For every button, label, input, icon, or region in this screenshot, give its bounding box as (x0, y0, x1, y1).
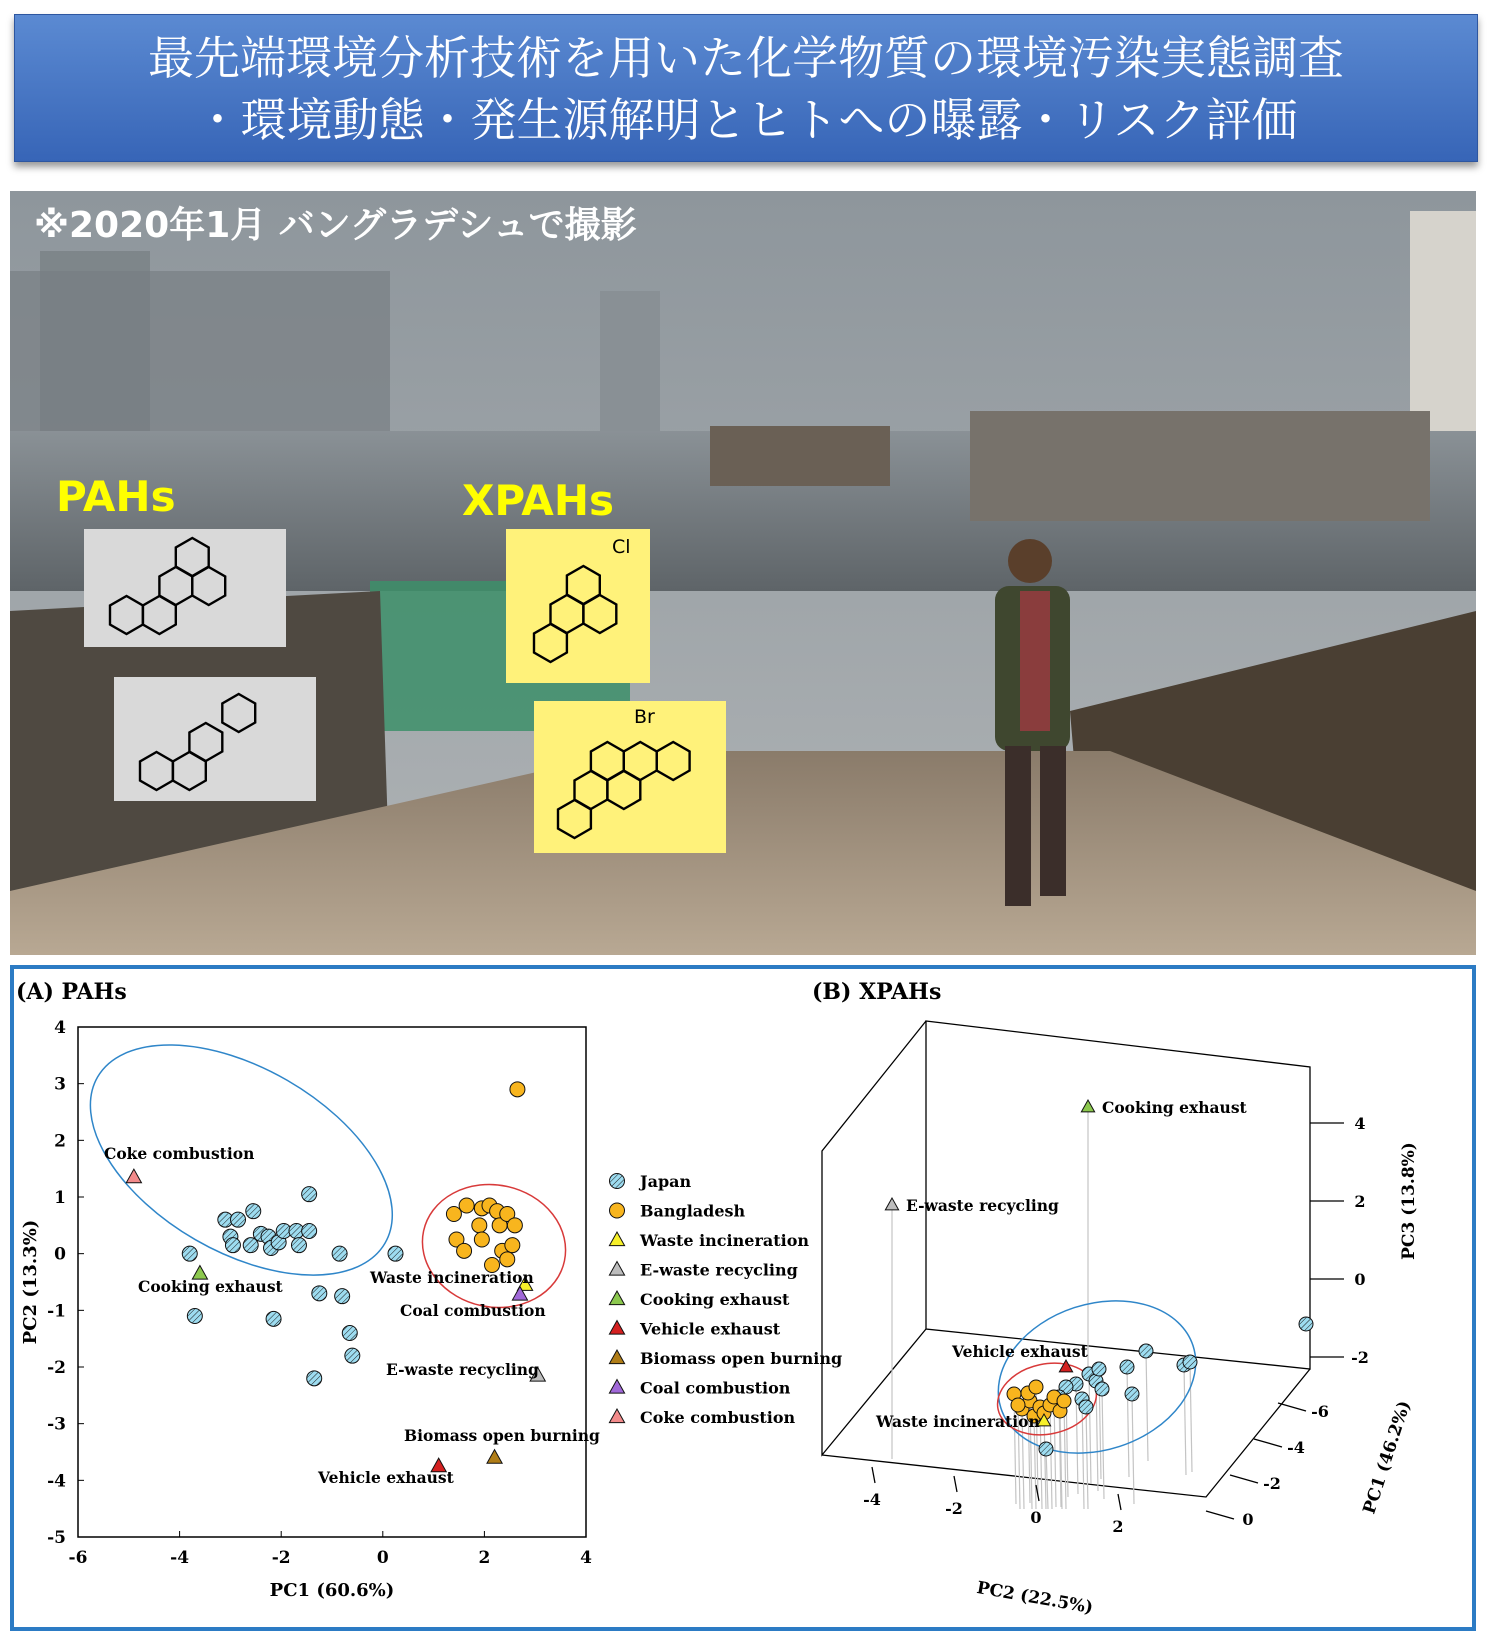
legend-marker (609, 1232, 624, 1246)
chart-b-annotation: Vehicle exhaust (952, 1342, 1088, 1361)
legend-marker (609, 1262, 624, 1276)
drop-line (1127, 1367, 1129, 1477)
legend-label: Biomass open burning (640, 1349, 843, 1368)
x-tick-label: 0 (1030, 1508, 1042, 1527)
y-tick (1230, 1475, 1258, 1483)
legend-label: Coal combustion (640, 1378, 791, 1398)
chart-a-annotation: Waste incineration (370, 1268, 534, 1287)
japan-point (1079, 1400, 1093, 1414)
skyline-building (40, 251, 150, 441)
y-tick-label: -2 (47, 1358, 66, 1378)
bangladesh-point (510, 1082, 525, 1097)
x-tick-label: -4 (170, 1548, 190, 1568)
bromine-label: Br (634, 706, 655, 728)
chart-b-plot (822, 1021, 1419, 1618)
chart-a-annotation: Coke combustion (104, 1144, 255, 1163)
chart-a-ylabel: PC2 (13.3%) (20, 1219, 41, 1345)
source-marker-coke-combustion (126, 1169, 141, 1183)
photo-scene (10, 191, 1476, 955)
chart-a-plot (20, 997, 600, 1601)
legend-label: Japan (640, 1172, 692, 1191)
chart-a-title: (A) PAHs (16, 979, 127, 1005)
legend-marker (609, 1350, 624, 1364)
bangladesh-point (500, 1252, 515, 1267)
y-tick-label: -4 (1287, 1438, 1305, 1457)
drop-line (1089, 1374, 1091, 1484)
ferries (970, 411, 1430, 521)
japan-point (225, 1238, 240, 1253)
y-tick-label: -1 (47, 1301, 66, 1322)
x-tick-label: 2 (478, 1548, 491, 1568)
japan-point (335, 1289, 350, 1304)
japan-point (345, 1348, 360, 1363)
japan-point (307, 1371, 322, 1386)
chart-b-xlabel: PC2 (22.5%) (975, 1578, 1095, 1619)
legend-label: Cooking exhaust (640, 1290, 790, 1309)
z-tick-label: 0 (1354, 1270, 1366, 1289)
y-tick-label: -3 (47, 1414, 66, 1435)
x-tick (954, 1476, 957, 1492)
y-tick-label: 0 (1242, 1510, 1254, 1529)
japan-point (231, 1212, 246, 1227)
chlorine-label: Cl (612, 536, 631, 558)
y-tick-label: -2 (1263, 1474, 1281, 1493)
pca-chart-panel (10, 965, 1476, 1631)
legend-marker (610, 1203, 625, 1218)
x-tick-label: -6 (68, 1548, 88, 1568)
japan-point (1183, 1355, 1197, 1369)
japan-point (246, 1204, 261, 1219)
y-tick (1254, 1439, 1282, 1447)
legend-label: E-waste recycling (640, 1260, 798, 1280)
japan-point (1299, 1317, 1313, 1331)
bangladesh-point (1011, 1398, 1025, 1412)
y-tick-label: -5 (47, 1528, 66, 1548)
bangladesh-point (472, 1218, 487, 1233)
legend-marker (610, 1174, 625, 1189)
japan-point (266, 1311, 281, 1326)
chart-b-ylabel: PC1 (46.2%) (1359, 1398, 1415, 1517)
y-tick-label: -4 (47, 1471, 66, 1492)
title-banner (14, 14, 1478, 162)
chart-b-annotation: Cooking exhaust (1102, 1098, 1247, 1117)
x-tick-label: -2 (945, 1499, 963, 1518)
chart-b-title: (B) XPAHs (812, 979, 942, 1005)
chart-a-annotation: Biomass open burning (404, 1426, 600, 1445)
x-tick-label: -4 (863, 1490, 881, 1509)
x-tick-label: 2 (1112, 1517, 1124, 1536)
legend-label: Bangladesh (640, 1201, 746, 1221)
x-tick-label: 0 (376, 1548, 389, 1568)
bangladesh-point (446, 1207, 461, 1222)
japan-point (342, 1326, 357, 1341)
source-marker-cooking-exhaust (1081, 1100, 1094, 1112)
boat (710, 426, 890, 486)
chart-a-annotation: Cooking exhaust (138, 1277, 283, 1296)
photo-caption: ※2020年1月 バングラデシュで撮影 (34, 205, 637, 246)
pca-charts (14, 969, 1472, 1627)
legend-marker (609, 1380, 624, 1394)
bangladesh-ellipse (411, 1171, 577, 1320)
y-tick (1278, 1403, 1306, 1411)
legend-label: Vehicle exhaust (640, 1319, 781, 1339)
banner-title-line-1: 最先端環境分析技術を用いた化学物質の環境汚染実態調査 (148, 31, 1344, 85)
chart-a-annotation: E-waste recycling (386, 1360, 539, 1379)
bangladesh-point (474, 1232, 489, 1247)
drop-line (1050, 1405, 1052, 1509)
y-tick-label: 4 (54, 1018, 66, 1038)
y-tick-label: 3 (54, 1074, 66, 1095)
source-marker-e-waste-recycling (885, 1198, 898, 1210)
x-tick (872, 1467, 875, 1483)
japan-point (302, 1187, 317, 1202)
bangladesh-point (457, 1243, 472, 1258)
y-tick-label: 0 (54, 1244, 66, 1265)
chart-b-side-wall (822, 1021, 926, 1455)
drop-line (1146, 1351, 1148, 1461)
chart-b-zlabel: PC3 (13.8%) (1399, 1142, 1419, 1260)
japan-point (1120, 1360, 1134, 1374)
chart-a-annotation: Coal combustion (400, 1301, 546, 1320)
japan-point (1125, 1387, 1139, 1401)
xpahs-label: XPAHs (462, 476, 614, 525)
legend (609, 1172, 842, 1427)
photo-bangladesh-riverside (10, 191, 1476, 955)
x-tick (1118, 1494, 1121, 1510)
japan-point (1039, 1442, 1053, 1456)
drop-line (1102, 1389, 1104, 1499)
drop-line (1184, 1365, 1186, 1475)
tower-right (1410, 211, 1476, 441)
drop-line (1086, 1407, 1088, 1509)
legend-label: Coke combustion (640, 1408, 796, 1427)
chart-b-back-wall (926, 1021, 1310, 1369)
chart-a-annotation: Vehicle exhaust (318, 1468, 454, 1487)
drop-line (1044, 1413, 1046, 1509)
bangladesh-point (1029, 1380, 1043, 1394)
japan-point (187, 1309, 202, 1324)
skyline-building (600, 291, 660, 441)
japan-point (312, 1286, 327, 1301)
bangladesh-point (459, 1198, 474, 1213)
x-tick-label: -2 (271, 1548, 291, 1568)
drop-line (1064, 1401, 1066, 1509)
bangladesh-point (1057, 1394, 1071, 1408)
bangladesh-point (507, 1218, 522, 1233)
bangladesh-point (505, 1238, 520, 1253)
legend-label: Waste incineration (640, 1231, 810, 1250)
drop-line (1190, 1362, 1192, 1472)
z-tick-label: -2 (1351, 1348, 1369, 1367)
japan-point (1139, 1344, 1153, 1358)
japan-point (302, 1224, 317, 1239)
legend-marker (609, 1409, 624, 1423)
japan-point (1092, 1362, 1106, 1376)
banner-title-line-2: ・環境動態・発生源解明とヒトへの曝露・リスク評価 (194, 93, 1298, 147)
source-marker-biomass-open-burning (487, 1450, 502, 1464)
pah-structure-benzopyrene-box (84, 529, 286, 647)
japan-point (291, 1238, 306, 1253)
japan-point (182, 1246, 197, 1261)
x-tick-label: 4 (580, 1548, 592, 1568)
pahs-label: PAHs (56, 472, 176, 521)
y-tick (1206, 1511, 1234, 1519)
japan-point (1095, 1382, 1109, 1396)
japan-point (388, 1246, 403, 1261)
y-tick-label: 1 (54, 1188, 66, 1208)
z-tick-label: 4 (1354, 1114, 1366, 1133)
japan-point (332, 1246, 347, 1261)
z-tick-label: 2 (1354, 1192, 1366, 1211)
chart-a-xlabel: PC1 (60.6%) (269, 1580, 395, 1601)
drop-line (1132, 1394, 1134, 1504)
legend-marker (609, 1321, 624, 1335)
chart-b-annotation: Waste incineration (876, 1412, 1040, 1431)
y-tick-label: 2 (54, 1131, 66, 1152)
legend-marker (609, 1291, 624, 1305)
y-tick-label: -6 (1311, 1402, 1329, 1421)
chart-b-annotation: E-waste recycling (906, 1196, 1059, 1215)
